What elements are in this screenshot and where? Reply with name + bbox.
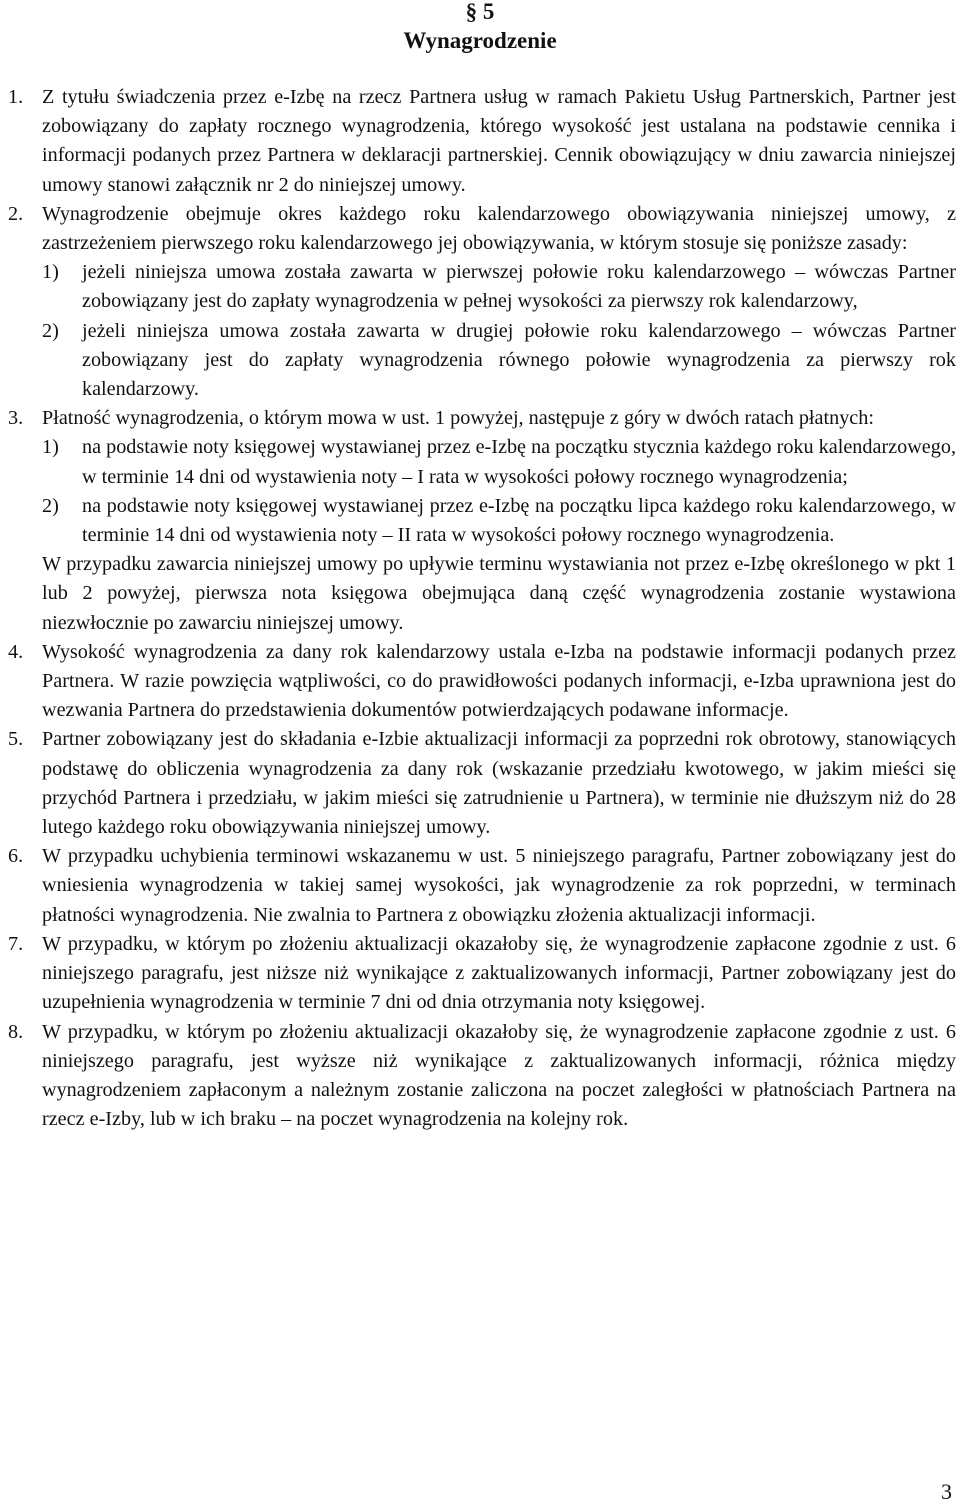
subclause xyxy=(42,258,956,316)
clause-6 xyxy=(8,842,956,930)
clause-text: W przypadku, w którym po złożeniu aktualizacji okazałoby się, że wynagrodzenie zapłacone zgodnie z ust. 6 niniejszego paragrafu, jest niższe niż wynikające z zaktualizowanych informacji, Partner zobowiązany jest do uzupełnienia wynagrodzenia w terminie 7 dni od dnia otrzymania noty księgowej. xyxy=(42,932,956,1014)
clause-5 xyxy=(8,725,956,842)
subclause-number: 1) xyxy=(42,436,59,459)
clause-text: Wysokość wynagrodzenia za dany rok kalendarzowy ustala e-Izba na podstawie informacji podanych przez Partnera. W razie powzięcia wątpliwości, co do prawidłowości podanych informacji, e-Izba uprawniona jest do wezwania Partnera do przedstawienia dokumentów potwierdzających podawane informacje. xyxy=(42,640,956,722)
clause-4 xyxy=(8,638,956,726)
clause-number: 4. xyxy=(8,640,24,663)
section-content xyxy=(8,83,956,1134)
subclause-text: na podstawie noty księgowej wystawianej przez e-Izbę na początku lipca każdego roku kalendarzowego, w terminie 14 dni od wystawienia noty – II rata w wysokości połowy rocznego wynagrodzenia. xyxy=(82,494,956,547)
clause-body xyxy=(42,200,956,404)
clause-3 xyxy=(8,404,956,638)
clause-number: 2. xyxy=(8,202,24,225)
subclause-text: jeżeli niniejsza umowa została zawarta w drugiej połowie roku kalendarzowego – wówczas Partner zobowiązany jest do zapłaty wynagrodzenia równego połowie wynagrodzenia za pierwszy rok kalendarzowy. xyxy=(82,319,956,401)
subclause xyxy=(42,492,956,550)
clause-8 xyxy=(8,1018,956,1135)
clause-body xyxy=(42,404,956,638)
subclause xyxy=(42,317,956,405)
section-title: Wynagrodzenie xyxy=(403,28,557,53)
clause-text: W przypadku uchybienia terminowi wskazanemu w ust. 5 niniejszego paragrafu, Partner zobowiązany jest do wniesienia wynagrodzenia w takiej samej wysokości, jak wynagrodzenie za rok poprzedni, w terminach płatności wynagrodzenia. Nie zwalnia to Partnera z obowiązku złożenia aktualizacji informacji. xyxy=(42,845,956,926)
subclause-number: 2) xyxy=(42,319,59,342)
subclause-number: 2) xyxy=(42,494,59,517)
clause-number: 1. xyxy=(8,86,24,108)
subclause-text: jeżeli niniejsza umowa została zawarta w pierwszej połowie roku kalendarzowego – wówczas Partner zobowiązany jest do zapłaty wynagrodzenia w pełnej wysokości za pierwszy rok kalendarzowy, xyxy=(82,261,956,313)
subclause-number: 1) xyxy=(42,261,59,284)
clause-2 xyxy=(8,200,956,404)
clause-text: Partner zobowiązany jest do składania e-Izbie aktualizacji informacji za poprzedni rok obrotowy, stanowiących podstawę do obliczenia wynagrodzenia za dany rok (wskazanie przedziału kwotowego, w jakim mieści się przychód Partnera i przedziału, w jakim mieści się zatrudnienie u Partnera), w terminie nie dłuższym niż do 28 lutego każdego roku obowiązywania niniejszej umowy. xyxy=(42,728,956,839)
clause-text: Z tytułu świadczenia przez e-Izbę na rzecz Partnera usług w ramach Pakietu Usług Partnerskich, Partner jest zobowiązany do zapłaty rocznego wynagrodzenia, którego wysokość jest ustalana na podstawie cennika i informacji podanych przez Partnera w deklaracji partnerskiej. Cennik obowiązujący w dniu zawarcia niniejszej umowy stanowi załącznik nr 2 do niniejszej umowy. xyxy=(42,86,956,196)
subclause xyxy=(42,433,956,491)
clause-followup-text: W przypadku zawarcia niniejszej umowy po upływie terminu wystawiania not przez e-Izbę określonego w pkt 1 lub 2 powyżej, pierwsza nota księgowa obejmująca daną część wynagrodzenia zostanie wystawiona niezwłocznie po zawarciu niniejszej umowy. xyxy=(42,553,956,634)
subclause-text: na podstawie noty księgowej wystawianej przez e-Izbę na początku stycznia każdego roku kalendarzowego, w terminie 14 dni od wystawienia noty – I rata w wysokości połowy rocznego wynagrodzenia; xyxy=(82,436,956,488)
paragraph-number: § 5 xyxy=(465,0,495,24)
clause-7 xyxy=(8,930,956,1018)
clause-text: W przypadku, w którym po złożeniu aktualizacji okazałoby się, że wynagrodzenie zapłacone zgodnie z ust. 6 niniejszego paragrafu, jest wyższe niż wynikające z zaktualizowanych informacji, różnica między wynagrodzeniem zapłaconym a należnym zostanie zaliczona na poczet zaległości w płatnościach Partnera na rzecz e-Izby, lub w ich braku – na poczet wynagrodzenia na kolejny rok. xyxy=(42,1020,956,1131)
clause-number: 7. xyxy=(8,932,24,955)
clause-number: 8. xyxy=(8,1020,24,1043)
clause-number: 3. xyxy=(8,407,24,430)
clause-number: 5. xyxy=(8,728,24,751)
clause-text: Wynagrodzenie obejmuje okres każdego roku kalendarzowego obowiązywania niniejszej umowy, z zastrzeżeniem pierwszego roku kalendarzowego jej obowiązywania, w którym stosuje się poniższe zasady: xyxy=(42,202,956,255)
clause-number: 6. xyxy=(8,845,24,868)
page-number: 3 xyxy=(941,1479,952,1504)
clause-text: Płatność wynagrodzenia, o którym mowa w ust. 1 powyżej, następuje z góry w dwóch ratach płatnych: xyxy=(42,407,874,430)
clause-1 xyxy=(8,83,956,200)
